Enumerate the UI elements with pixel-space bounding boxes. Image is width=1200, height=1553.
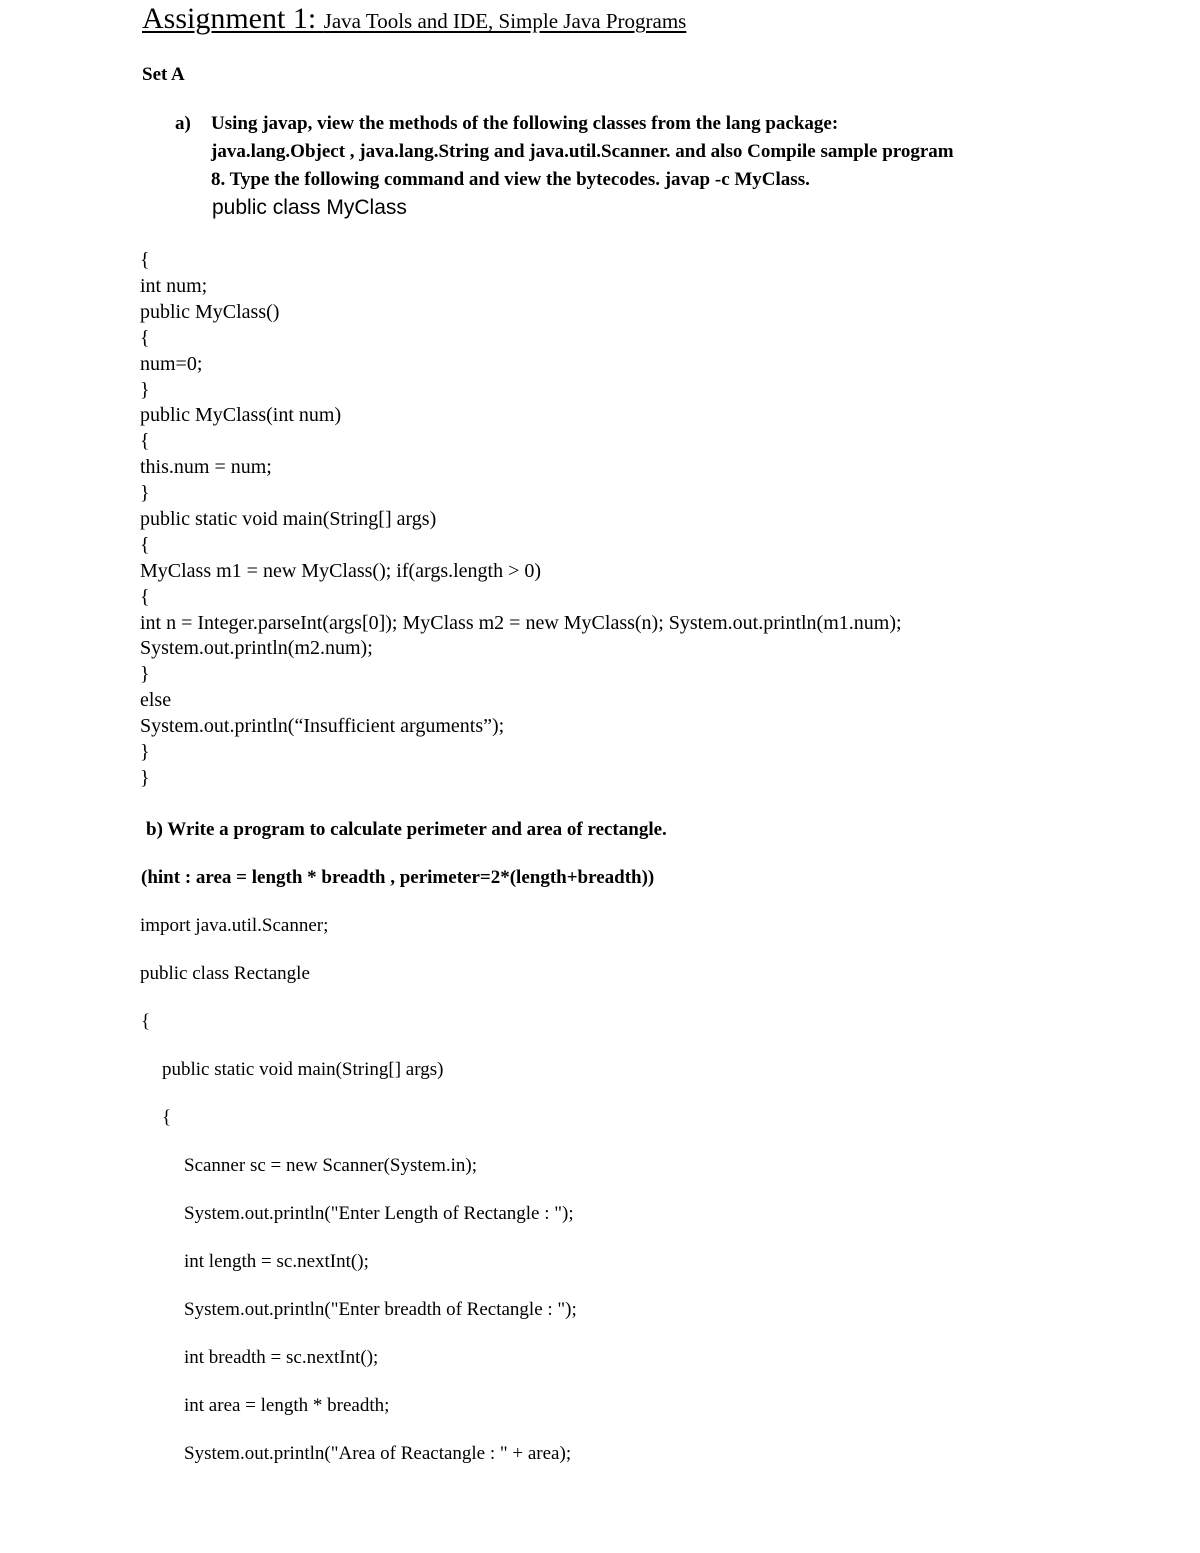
code-line: System.out.println("Enter Length of Rectangle : "); — [184, 1203, 574, 1224]
code-line: int area = length * breadth; — [184, 1395, 390, 1416]
code-line: import java.util.Scanner; — [140, 915, 329, 936]
code-line: { — [140, 586, 150, 608]
item-a-line: Using javap, view the methods of the following classes from the lang package: — [211, 113, 839, 134]
code-line: int breadth = sc.nextInt(); — [184, 1347, 379, 1368]
item-b-heading: b) Write a program to calculate perimeter and area of rectangle. — [146, 819, 667, 840]
item-b-hint: (hint : area = length * breadth , perimeter=2*(length+breadth)) — [141, 867, 655, 888]
code-line: public MyClass() — [140, 301, 280, 323]
code-line: num=0; — [140, 353, 203, 375]
code-line: } — [140, 379, 150, 401]
code-line: public class Rectangle — [140, 963, 310, 984]
code-line: { — [162, 1107, 172, 1128]
code-line: else — [140, 689, 172, 711]
title-sub: Java Tools and IDE, Simple Java Programs — [323, 9, 687, 33]
set-heading: Set A — [142, 64, 185, 85]
code-line: } — [140, 663, 150, 685]
code-line: { — [141, 1011, 151, 1032]
code-line: { — [140, 534, 150, 556]
item-a-marker: a) — [175, 113, 191, 134]
code-line: } — [140, 767, 150, 789]
code-line: System.out.println("Area of Reactangle : " + area); — [184, 1443, 572, 1464]
code-line: { — [140, 430, 150, 452]
code-line: System.out.println("Enter breadth of Rectangle : "); — [184, 1299, 577, 1320]
code-line: { — [140, 249, 150, 271]
code-line: System.out.println(“Insufficient arguments”); — [140, 715, 505, 737]
code-line: } — [140, 741, 150, 763]
code-line: public MyClass(int num) — [140, 404, 342, 426]
code-line: public static void main(String[] args) — [140, 508, 437, 530]
code-line: MyClass m1 = new MyClass(); if(args.length > 0) — [140, 560, 542, 582]
code-line: { — [140, 327, 150, 349]
item-a-line: java.lang.Object , java.lang.String and java.util.Scanner. and also Compile sample program — [211, 141, 954, 162]
code-line: int length = sc.nextInt(); — [184, 1251, 369, 1272]
code-line: this.num = num; — [140, 456, 272, 478]
item-a-line: 8. Type the following command and view the bytecodes. javap -c MyClass. — [211, 169, 810, 190]
title-main: Assignment 1: — [142, 2, 324, 35]
code-line: Scanner sc = new Scanner(System.in); — [184, 1155, 477, 1176]
code-line: int n = Integer.parseInt(args[0]); MyClass m2 = new MyClass(n); System.out.println(m1.num); — [140, 612, 902, 634]
code-line: } — [140, 482, 150, 504]
code-line: public static void main(String[] args) — [162, 1059, 444, 1080]
code-line: int num; — [140, 275, 208, 297]
document-title — [142, 4, 686, 34]
item-a-class-declaration: public class MyClass — [212, 196, 407, 219]
code-line: System.out.println(m2.num); — [140, 637, 373, 659]
